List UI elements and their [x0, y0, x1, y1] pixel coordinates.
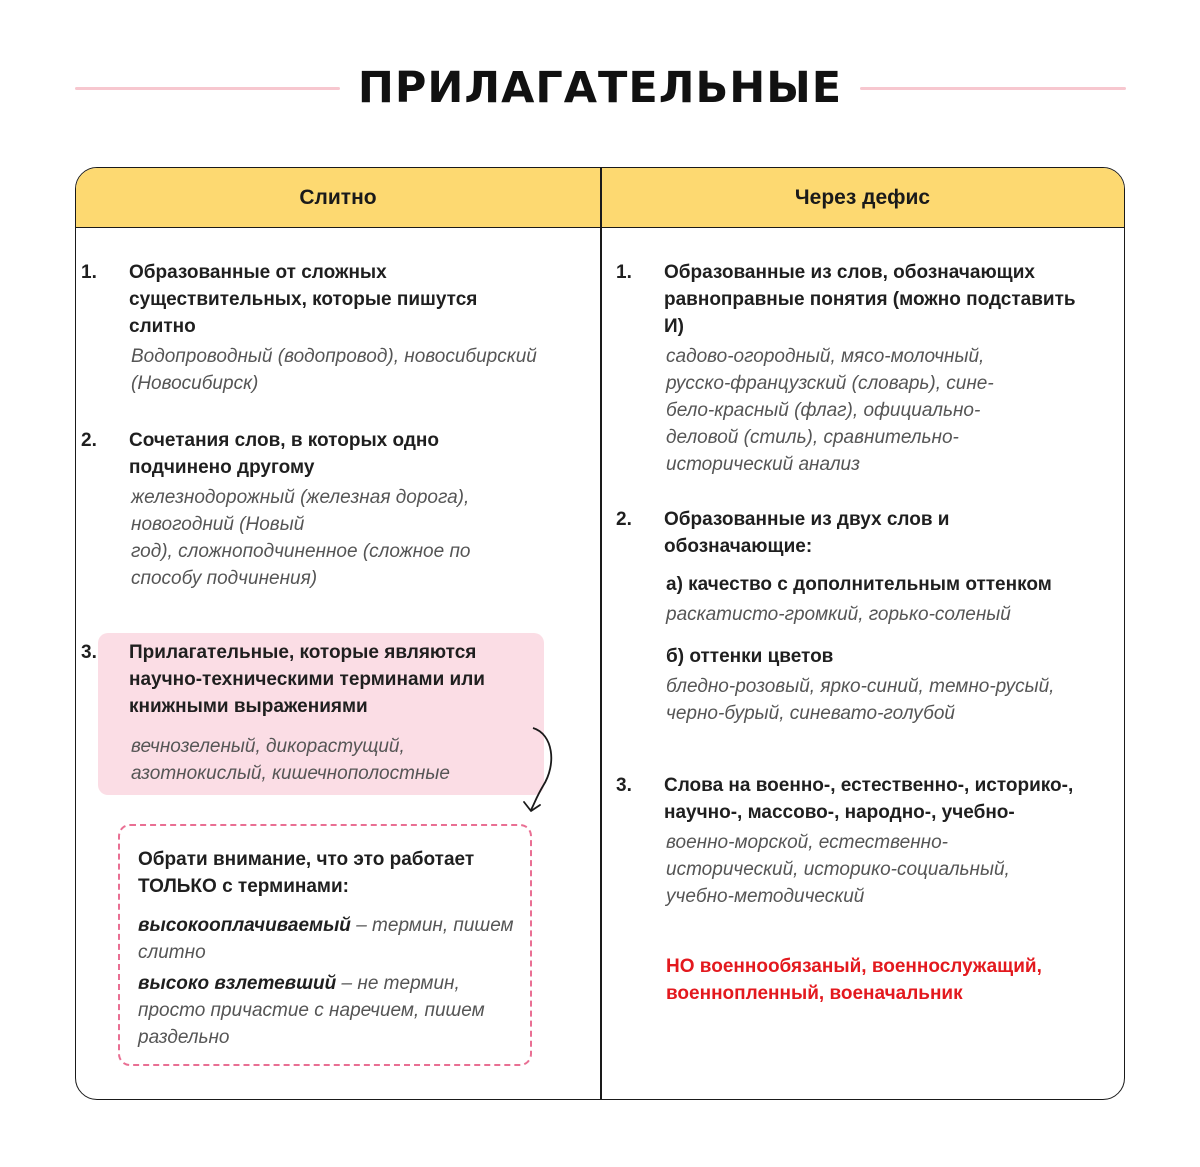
sub-b-heading: б) оттенки цветов — [666, 646, 834, 667]
item-number: 1. — [81, 262, 97, 283]
example-line: садово-огородный, мясо-молочный, — [666, 346, 985, 367]
item-number: 3. — [616, 775, 632, 796]
item-heading: Слова на военно-, естественно-, историко-, научно-, массово-, народно-, учебно- — [664, 775, 1074, 823]
item-heading: Прилагательные, которые являются научно-техническими терминами или книжными выражениями — [129, 642, 485, 717]
item-example: вечнозеленый, дикорастущий, азотнокислый, кишечнополостные — [131, 736, 450, 784]
item-heading: Образованные из двух слов и обозначающие: — [664, 509, 950, 557]
notice-term-2 — [138, 970, 528, 1051]
left-item-1 — [81, 259, 545, 397]
rules-table — [75, 167, 1125, 1100]
item-example — [640, 343, 1090, 478]
item-number: 1. — [616, 262, 632, 283]
curved-arrow-icon — [521, 724, 571, 824]
column-header-solid: Слитно — [299, 186, 377, 209]
item-number: 2. — [81, 430, 97, 451]
title-line-left — [75, 87, 340, 90]
right-item-2 — [616, 506, 1090, 727]
column-header-hyphen: Через дефис — [794, 186, 931, 209]
notice-term-2-text: – не термин, просто причастие с наречием, пишем раздельно — [138, 973, 485, 1048]
sub-a-heading: а) качество с дополнительным оттенком — [666, 574, 1052, 595]
item-example — [105, 484, 545, 592]
example-line: бело-красный (флаг), официально- — [666, 400, 981, 421]
notice-title: Обрати внимание, что это работает ТОЛЬКО с терминами: — [138, 849, 475, 897]
example-line: деловой (стиль), сравнительно- — [666, 427, 959, 448]
exception-note: НО военнообязаный, военнослужащий, военнопленный, военачальник — [666, 956, 1042, 1004]
sub-a-example: раскатисто-громкий, горько-соленый — [666, 604, 1011, 625]
item-number: 2. — [616, 509, 632, 530]
item-heading: Образованные от сложных существительных, которые пишутся слитно — [129, 262, 478, 337]
notice-term-2-word: высоко взлетевший — [138, 973, 337, 994]
left-item-3 — [81, 639, 535, 787]
page-title: ПРИЛАГАТЕЛЬНЫЕ — [357, 63, 843, 113]
right-item-1 — [616, 259, 1090, 478]
item-example: Водопроводный (водопровод), новосибирский (Новосибирск) — [131, 346, 537, 394]
notice-box — [118, 824, 532, 1066]
column-divider — [600, 168, 602, 1099]
example-line: исторический анализ — [666, 454, 860, 475]
notice-term-1 — [138, 912, 528, 966]
notice-term-1-word: высокооплачиваемый — [138, 915, 351, 936]
example-line: железнодорожный (железная дорога), — [131, 487, 470, 508]
title-line-right — [860, 87, 1126, 90]
item-example: военно-морской, естественно-исторический, историко-социальный, учебно-методический — [666, 832, 1010, 907]
example-line: новогодний (Новый — [131, 514, 305, 535]
example-line: русско-французский (словарь), сине- — [666, 373, 994, 394]
item-heading: Сочетания слов, в которых одно подчинено другому — [129, 430, 440, 478]
item-number: 3. — [81, 642, 97, 663]
example-line: способу подчинения) — [131, 568, 318, 589]
item-heading: Образованные из слов, обозначающих равноправные понятия (можно подставить И) — [664, 262, 1076, 337]
sub-b-example: бледно-розовый, ярко-синий, темно-русый, черно-бурый, синевато-голубой — [666, 676, 1055, 724]
example-line: год), сложноподчиненное (сложное по — [131, 541, 471, 562]
notice-term-1-text: – термин, пишем слитно — [138, 915, 514, 963]
left-item-2 — [81, 427, 545, 592]
right-item-3 — [616, 772, 1090, 910]
